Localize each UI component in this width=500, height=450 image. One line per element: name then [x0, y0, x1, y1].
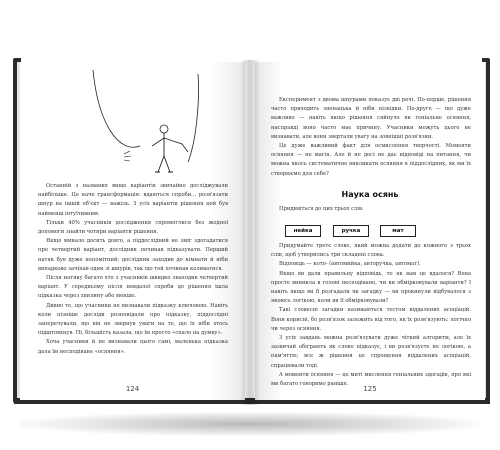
paragraph: Тільки 40% учасників дослідження спромоглися без жодної допомоги знайти чотири варіанти рішення. — [38, 219, 228, 236]
left-body-text — [38, 182, 228, 357]
right-page-lower — [255, 238, 485, 398]
paragraph: Експеримент з двома шнурами показує дві речі. По-перше, рішення часто приходить зненацька й ніби нізвідки. По-друге — що дуже важливо — навіть якщо рішення сяйнуло як геніальне осяяння, насправді воно часто має причину. Учасники можуть цього не визнавати, але вони звертали увагу на зовнішні розв'язки. — [271, 97, 471, 140]
word-box-2: ручка — [333, 225, 369, 237]
paragraph: Після натяку багато хто з учасників швидко знаходив четвертий варіант. У середньому після невдалої спроби до рішення ішла підказка через хвилину або менше. — [38, 275, 228, 300]
paragraph: Хоча учасники й не визнавали цього самі, маленька підказка дала їм несподіване «осяяння». — [38, 339, 228, 355]
right-top-text — [271, 96, 471, 179]
right-bottom-text — [271, 242, 471, 389]
paragraph: Це дуже важливий факт для осмислення творчості. Моменти осяяння — не магія. Але й не досі не дає відповіді на питання, чи можна якось систематично викликати осяяння в піддослідних, як ми їх створюємо для себе? — [271, 143, 471, 177]
paragraph: Останній з названих вище варіантів звичайно досліджували найбільше. Це наче трансформація: вдаються спроби... розв'язати шнур на іншій об'єкт — важіль. З усіх варіантів рішення цей був найменш інтуїтивним. — [38, 183, 228, 217]
paragraph: Якщо минало досить довго, а піддослідний не зміг здогадатися про четвертий варіант, дослідник починав підказувати. Перший натяк був дуже непомітний: дослідник заходив до кімнати й ніби випадково зачіпав один зі шнурів, так що той починав коливатися. — [38, 238, 228, 272]
paragraph: Дивно те, що учасники не визнавали підказку ключовою. Навіть коли пізніше досліди розповідали про підказку, піддослідні заперечували, що він не звернув уваги на те, що їх ніби хтось підштовхнув. Ні, більшість казала, що їм просто «спало на думку». — [38, 302, 228, 337]
left-page — [20, 62, 245, 400]
word-box-1: нейка — [285, 225, 321, 237]
paragraph: З усіх завдань можна розв'язувати дуже чіткий алгоритм, але їх зазвичай обіграють як слово підказує, і ви розв'язуєте не логікою, а пам'яттю; все ж рішення це спрощення віддалених асоціацій, спрацювали тоді. — [271, 335, 471, 369]
prompt-text: Придивіться до цих трьох слів. — [279, 206, 364, 212]
two-strings-illustration — [20, 62, 245, 182]
page-number-right: 125 — [363, 385, 377, 393]
paragraph: Такі словесні загадки називаються тестом віддалених асоціацій. Вони корисні, бо розв'язок залежить від того, як їх розв'язують: логічно чи через осяяння. — [271, 307, 471, 332]
paragraph: Якщо ви дали правильну відповідь, то як вам це вдалося? Вона просто виникла в голові несподівано, чи ви обмірковували варіанти? І навіть якщо ви її розгадали як загадку — ви прокинули відбувалося з якоюсь логікою, коли ви її обмірковували? — [271, 270, 471, 305]
section-heading: Наука осянь — [341, 190, 399, 199]
word-box-3: мат — [380, 225, 416, 237]
paragraph: А моменти осяяння — це миті мислення геніальних здогадів, про які ми багато говоримо раніше. — [271, 371, 471, 388]
paragraph: Відповідь — кото- (автомийка, авторучка, автомат). — [279, 261, 421, 268]
page-number-left: 124 — [125, 385, 140, 393]
book-gutter — [240, 60, 260, 405]
paragraph: Придумайте третє слово, який можна додати до кожного з трьох слів, щоб утворились три складені слова. — [271, 243, 471, 259]
